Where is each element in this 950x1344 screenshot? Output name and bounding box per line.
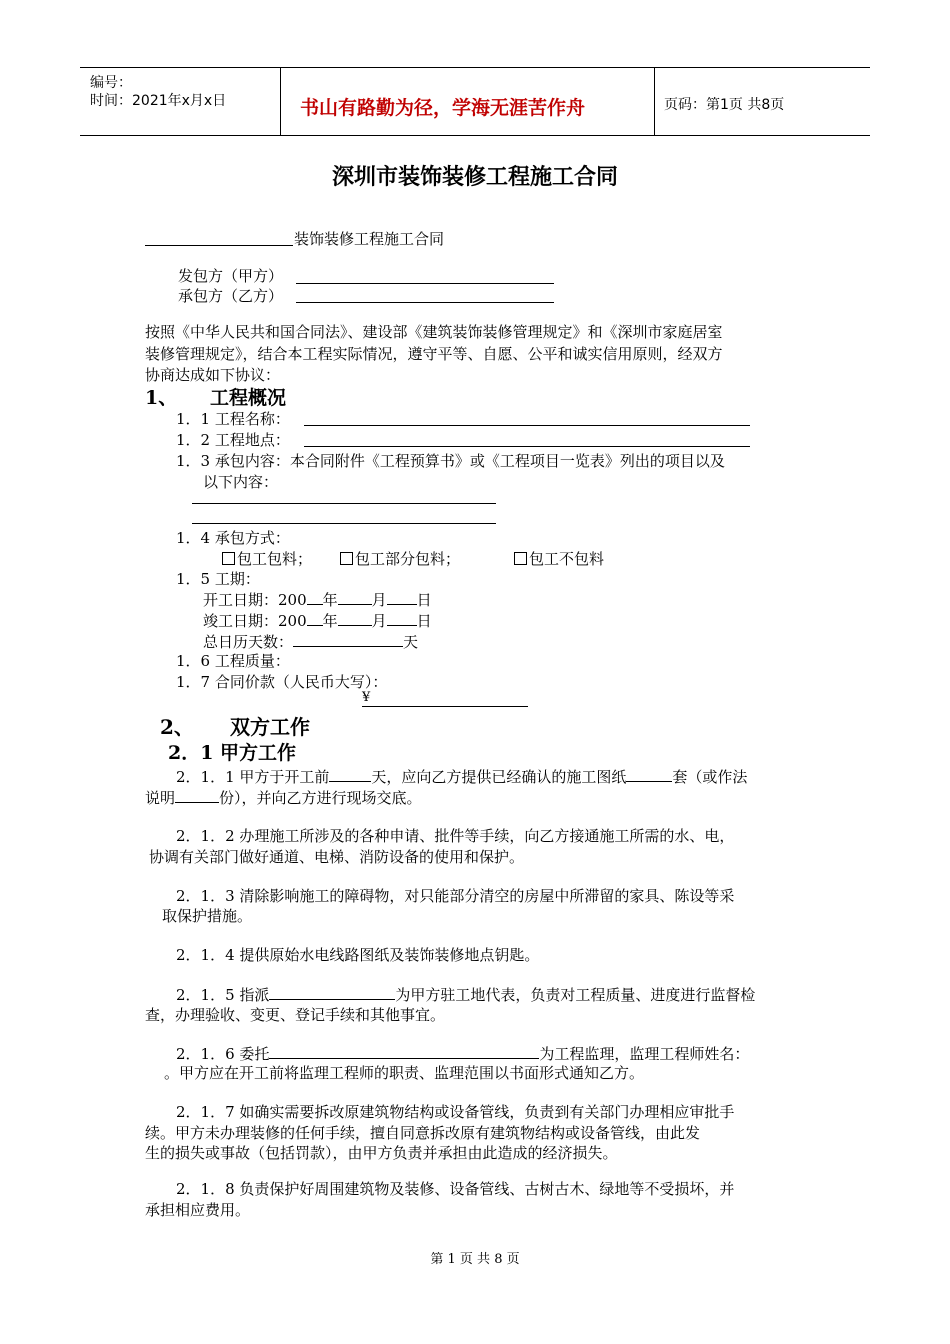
item-1-3-line-1: 1．3 承包内容：本合同附件《工程预算书》或《工程项目一览表》列出的项目以及	[176, 452, 725, 470]
end-date-row: 竣工日期：200 年 月 日	[203, 609, 432, 631]
item-1-1-blank	[304, 425, 750, 426]
item-1-1-label: 1．1 工程名称：	[176, 410, 290, 428]
document-time-label: 时间：2021年x月x日	[90, 93, 227, 109]
checkbox-icon[interactable]	[340, 552, 353, 565]
section-1-title: 工程概况	[210, 387, 287, 409]
para-2-1-5-line-1: 2．1．5 指派 为甲方驻工地代表，负责对工程质量、进度进行监督检	[176, 983, 755, 1005]
party-a-label: 发包方（甲方）	[178, 267, 284, 285]
item-1-6-label: 1．6 工程质量：	[176, 652, 290, 670]
section-1-number: 1、	[145, 387, 178, 409]
party-b-blank	[296, 302, 554, 303]
para-2-1-3-line-1: 2．1．3 清除影响施工的障碍物，对只能部分清空的房屋中所滞留的家具、陈设等采	[176, 887, 735, 905]
item-1-3-line-2: 以下内容：	[203, 473, 279, 491]
header-divider-left	[280, 67, 281, 135]
para-2-1-5-line-2: 查，办理验收、变更、登记手续和其他事宜。	[145, 1006, 446, 1024]
item-1-2-blank	[304, 446, 750, 447]
start-date-row: 开工日期：200 年 月 日	[203, 588, 432, 610]
para-2-1-8-line-1: 2．1．8 负责保护好周围建筑物及装修、设备管线、古树古木、绿地等不受损坏，并	[176, 1180, 735, 1198]
item-1-5-label: 1．5 工期：	[176, 570, 260, 588]
intro-line-3: 协商达成如下协议：	[145, 366, 281, 384]
para-2-1-1-line-2: 说明 份），并向乙方进行现场交底。	[145, 786, 422, 808]
header-bottom-rule	[80, 135, 870, 136]
item-1-7-label: 1．7 合同价款（人民币大写）：	[176, 673, 388, 691]
para-2-1-1-line-1: 2．1．1 甲方于开工前 天，应向乙方提供已经确认的施工图纸 套（或作法	[176, 765, 747, 787]
item-1-4-label: 1．4 承包方式：	[176, 529, 290, 547]
intro-line-1: 按照《中华人民共和国合同法》、建设部《建筑装饰装修管理规定》和《深圳市家庭居室	[145, 323, 723, 341]
price-yen-sign: ¥	[362, 690, 371, 705]
item-1-2-label: 1．2 工程地点：	[176, 431, 290, 449]
subtitle-blank-line	[145, 245, 293, 246]
section-2-1-title: 2．1 甲方工作	[168, 742, 297, 764]
page-footer: 第 1 页 共 8 页	[430, 1252, 520, 1267]
document-number-label: 编号：	[90, 75, 132, 91]
party-a-blank	[296, 283, 554, 284]
intro-line-2: 装修管理规定》，结合本工程实际情况，遵守平等、自愿、公平和诚实信用原则，经双方	[145, 345, 723, 363]
para-2-1-2-line-1: 2．1．2 办理施工所涉及的各种申请、批件等手续，向乙方接通施工所需的水、电，	[176, 827, 735, 845]
item-1-3-blank-2	[192, 523, 496, 524]
party-b-label: 承包方（乙方）	[178, 287, 284, 305]
section-2-title: 双方工作	[230, 715, 310, 739]
para-2-1-6-line-1: 2．1．6 委托 为工程监理，监理工程师姓名：	[176, 1042, 749, 1064]
option-full-contract[interactable]: 包工包料；	[222, 548, 312, 569]
para-2-1-7-line-3: 生的损失或事故（包括罚款），由甲方负责并承担由此造成的经济损失。	[145, 1144, 618, 1162]
header-top-rule	[80, 67, 870, 68]
document-title: 深圳市装饰装修工程施工合同	[331, 164, 618, 190]
para-2-1-3-line-2: 取保护措施。	[162, 907, 253, 925]
checkbox-icon[interactable]	[514, 552, 527, 565]
checkbox-icon[interactable]	[222, 552, 235, 565]
header-page-info: 页码：第1页 共8页	[664, 97, 785, 113]
header-divider-right	[654, 67, 655, 135]
option-labor-only[interactable]: 包工不包料	[514, 548, 604, 569]
header-slogan: 书山有路勤为径，学海无涯苦作舟	[300, 97, 586, 119]
para-2-1-7-line-1: 2．1．7 如确实需要拆改原建筑物结构或设备管线，负责到有关部门办理相应审批手	[176, 1103, 735, 1121]
para-2-1-8-line-2: 承担相应费用。	[145, 1201, 251, 1219]
para-2-1-6-line-2: 。甲方应在开工前将监理工程师的职责、监理范围以书面形式通知乙方。	[164, 1064, 645, 1082]
section-2-number: 2、	[160, 715, 194, 739]
document-subtitle: 装饰装修工程施工合同	[294, 230, 445, 248]
para-2-1-7-line-2: 续。甲方未办理装修的任何手续，擅自同意拆改原有建筑物结构或设备管线，由此发	[145, 1124, 701, 1142]
para-2-1-4: 2．1．4 提供原始水电线路图纸及装饰装修地点钥匙。	[176, 946, 540, 964]
total-days-row: 总日历天数： 天	[203, 630, 418, 652]
option-partial-material[interactable]: 包工部分包料；	[340, 548, 460, 569]
item-1-3-blank-1	[192, 503, 496, 504]
price-blank	[362, 706, 528, 707]
para-2-1-2-line-2: 协调有关部门做好通道、电梯、消防设备的使用和保护。	[149, 848, 525, 866]
